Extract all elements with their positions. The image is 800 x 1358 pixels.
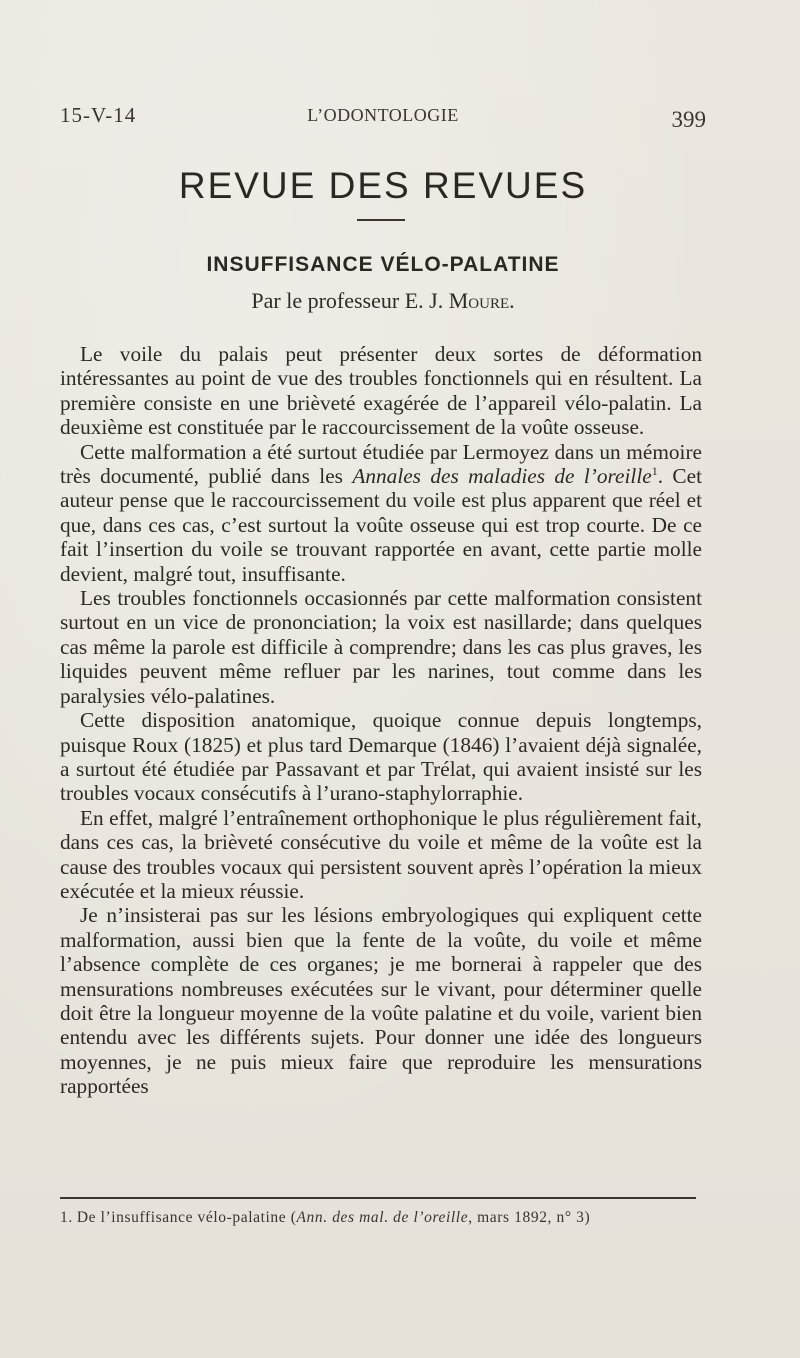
footnote-number: 1.: [60, 1209, 73, 1226]
footnote-reference: 1: [651, 463, 658, 478]
byline: [60, 288, 706, 314]
paragraph-5: En effet, malgré l’entraînement orthophonique le plus régulièrement fait, dans ces cas, la brièveté consécutive du voile et même de la voûte est la cause des troubles vocaux qui persistent souvent après l’opération la mieux exécutée et la mieux réussie.: [60, 805, 702, 903]
journal-citation: Annales des maladies de l’oreille: [352, 464, 652, 489]
paragraph-3: Les troubles fonctionnels occasionnés par cette malformation consistent surtout en un vice de prononciation; la voix est nasillarde; dans quelques cas même la parole est difficile à comprendre; dans les cas plus graves, les liquides peuvent même refluer par les narines, tout comme dans les paralysies vélo-palatines.: [60, 586, 702, 708]
paragraph-1: Le voile du palais peut présenter deux sortes de déformation intéressantes au point de vue des troubles fonctionnels qui en résultent. La première consiste en une brièveté exagérée de l’appareil vélo-palatin. La deuxième est constituée par le raccourcissement de la voûte osseuse.: [60, 342, 702, 440]
paragraph-4: Cette disposition anatomique, quoique connue depuis longtemps, puisque Roux (1825) et plus tard Demarque (1846) l’avaient déjà signalée, a surtout été étudiée par Passavant et par Trélat, qui avaient insisté sur les troubles vocaux consécutifs à l’urano-staphylorraphie.: [60, 708, 702, 806]
byline-author: Moure.: [448, 288, 515, 313]
footnote-divider: [60, 1197, 696, 1199]
page-number: 399: [671, 107, 706, 132]
article-body: [60, 342, 702, 1099]
journal-name: L’ODONTOLOGIE: [307, 105, 459, 125]
footnote-text-start: De l’insuffisance vélo-palatine (: [76, 1209, 297, 1226]
running-header: [60, 103, 706, 133]
byline-prefix: Par le professeur E. J.: [251, 288, 444, 313]
paragraph-2: [60, 440, 702, 586]
issue-date: 15-V-14: [60, 103, 137, 127]
paragraph-2-start: Cette malformation a été surtout étudiée par Lermoyez dans un mémoire très documenté, publié dans les: [60, 439, 702, 489]
paragraph-6: Je n’insisterai pas sur les lésions embryologiques qui expliquent cette malformation, aussi bien que la fente de la voûte, du voile et même l’absence complète de ces organes; je me bornerai à rappeler que des mensurations nombreuses exécutées sur le vivant, pour déterminer quelle doit être la longueur moyenne de la voûte palatine et du voile, varient bien entendu avec les différents sujets. Pour donner une idée des longueurs moyennes, je ne puis mieux faire que reproduire les mensurations rapportées: [60, 903, 702, 1099]
footnote: [60, 1209, 706, 1227]
section-title: REVUE DES REVUES: [178, 165, 588, 206]
title-divider: [357, 219, 405, 221]
paragraph-2-end: . Cet auteur pense que le raccourcissement du voile est plus apparent que réel et que, dans ces cas, c’est surtout la voûte osseuse qui est trop courte. De ce fait l’insertion du voile se trouvant rapportée en avant, cette partie molle devient, malgré tout, insuffisante.: [60, 464, 703, 586]
footnote-citation: Ann. des mal. de l’oreille: [296, 1209, 469, 1226]
article-title: INSUFFISANCE VÉLO-PALATINE: [206, 253, 560, 276]
footnote-text-end: , mars 1892, n° 3): [468, 1209, 591, 1226]
